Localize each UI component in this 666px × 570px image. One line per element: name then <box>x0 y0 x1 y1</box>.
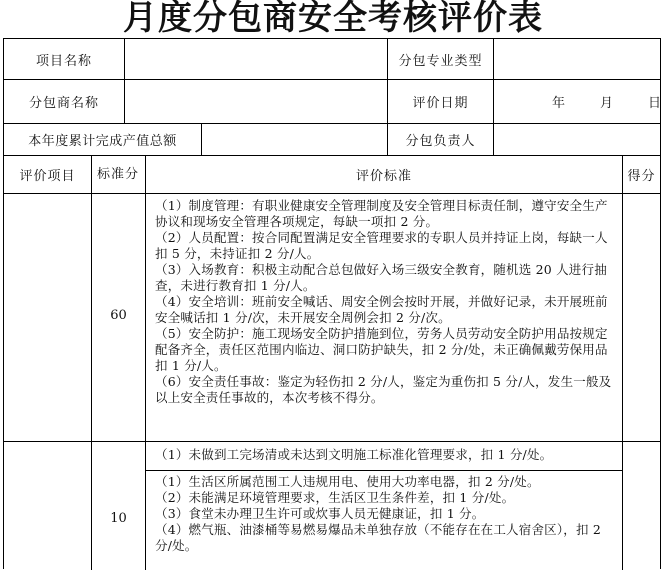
criterion-text: （3）食堂未办理卫生许可或炊事人员无健康证，扣 1 分。 <box>155 506 485 521</box>
responsible-label: 分包负责人 <box>405 133 476 149</box>
header-criteria: 评价标准 <box>355 168 412 184</box>
responsible-value[interactable] <box>494 123 660 155</box>
date-year: 年 <box>552 95 567 111</box>
date-day: 日 <box>648 95 663 111</box>
criterion-text: （1）生活区所属范围工人违规用电、使用大功率电器，扣 2 分/处。 <box>155 474 540 489</box>
project-name-value[interactable] <box>125 39 387 79</box>
section-criteria <box>155 198 617 406</box>
col-divider <box>622 155 623 570</box>
row-divider <box>4 441 660 442</box>
header-score: 得分 <box>627 168 656 184</box>
output-label: 本年度累计完成产值总额 <box>28 133 177 149</box>
col-divider <box>145 155 146 570</box>
section-standard-score: 10 <box>110 511 127 526</box>
criterion-text: （4）安全培训：班前安全喊话、周安全例会按时开展，并做好记录，未开展班前安全喊话扣 1 分/次，未开展安全周例会扣 2 分/次。 <box>155 294 608 325</box>
eval-date-value[interactable] <box>494 79 663 123</box>
criterion-text: （1）制度管理：有职业健康安全管理制度及安全管理目标责任制，遵守安全生产协议和现场安全管理各项规定，每缺一项扣 2 分。 <box>155 198 608 229</box>
output-value[interactable] <box>202 123 387 155</box>
row-divider <box>4 193 660 194</box>
criterion-text: （5）安全防护：施工现场安全防护措施到位，劳务人员劳动安全防护用品按规定配备齐全，责任区范围内临边、洞口防护缺失，扣 2 分/处，未正确佩戴劳保用品扣 1 分/人。 <box>155 326 608 373</box>
col-divider <box>91 155 92 570</box>
criterion-text: （1）未做到工完场清或未达到文明施工标准化管理要求，扣 1 分/处。 <box>155 447 553 462</box>
criterion-text: （2）人员配置：按合同配置满足安全管理要求的专职人员并持证上岗，每缺一人扣 5 分，未持证扣 2 分/人。 <box>155 230 608 261</box>
criterion-text: （2）未能满足环境管理要求，生活区卫生条件差，扣 1 分/处。 <box>155 490 515 505</box>
criterion-text: （6）安全责任事故：鉴定为轻伤扣 2 分/人，鉴定为重伤扣 5 分/人，发生一般及以上安全责任事故的，本次考核不得分。 <box>155 374 612 405</box>
evaluation-table <box>3 38 661 569</box>
section-standard-score: 60 <box>110 308 127 323</box>
criterion-text: （4）燃气瓶、油漆桶等易燃易爆品未单独存放（不能存在在工人宿舍区），扣 2 分/处。 <box>155 522 602 553</box>
subcontractor-value[interactable] <box>125 79 387 123</box>
header-item: 评价项目 <box>19 168 76 184</box>
section-criteria <box>155 474 617 554</box>
project-name-label: 项目名称 <box>35 53 92 69</box>
header-score-std: 标准分 <box>97 166 140 182</box>
eval-date-label: 评价日期 <box>412 95 469 111</box>
row-divider <box>145 470 622 471</box>
criterion-text: （3）入场教育：积极主动配合总包做好入场三级安全教育，随机选 20 人进行抽查，未进行教育扣 1 分/人。 <box>155 262 607 293</box>
subcontractor-label: 分包商名称 <box>28 95 99 111</box>
specialty-value[interactable] <box>494 39 660 79</box>
specialty-label: 分包专业类型 <box>398 53 483 69</box>
page-title: 月度分包商安全考核评价表 <box>123 0 543 38</box>
date-month: 月 <box>600 95 615 111</box>
